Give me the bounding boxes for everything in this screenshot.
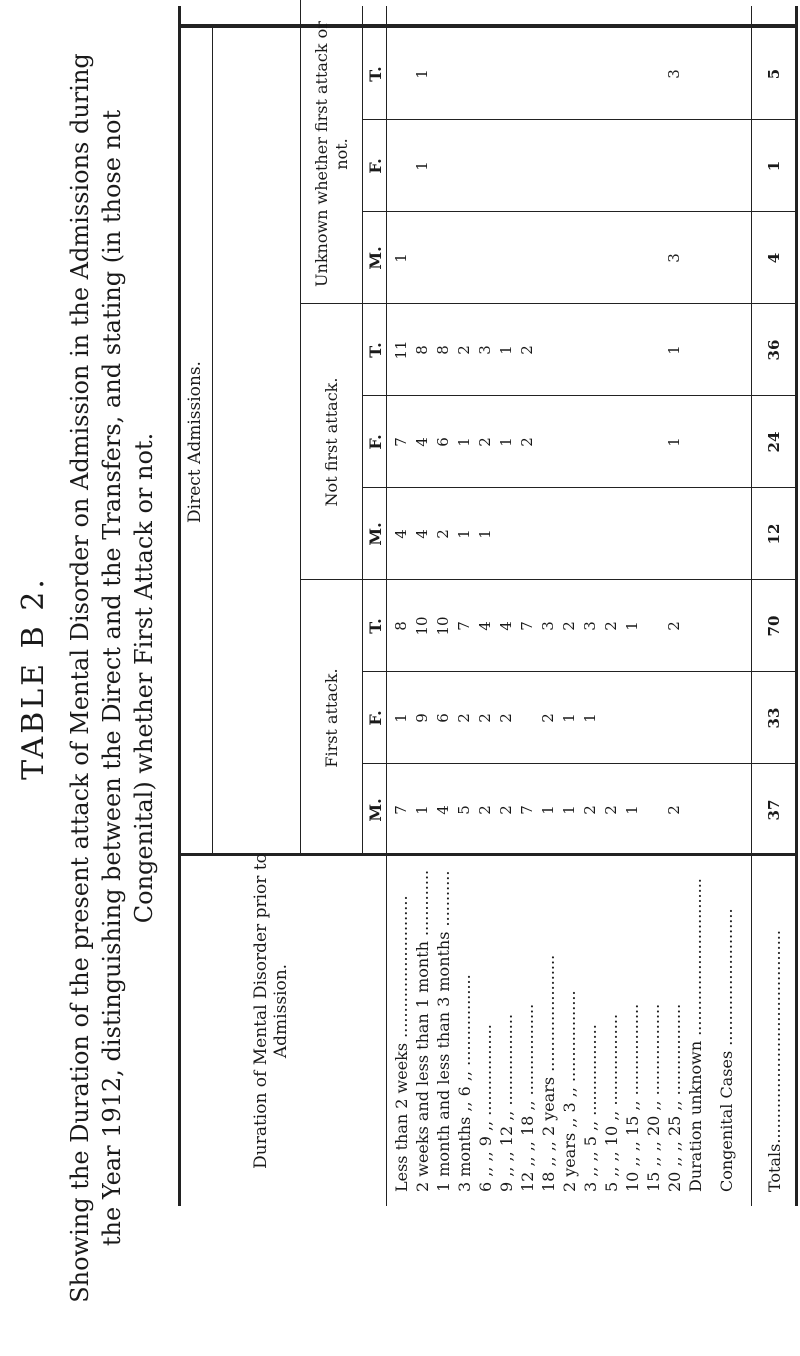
total-fa-t: 70 — [765, 615, 783, 637]
cell-fa-t: 4 — [476, 621, 494, 631]
cell-nf-t: 11 — [392, 340, 410, 360]
cell-tot-m — [623, 0, 641, 12]
col-header-t: T. — [365, 66, 385, 82]
rule-col — [362, 119, 798, 120]
cell-fa-t: 10 — [434, 616, 452, 636]
cell-fa-m: 2 — [581, 805, 599, 815]
cell-nf-t: 2 — [455, 345, 473, 355]
rule-totals — [751, 6, 752, 1206]
row-label: 1 month and less than 3 months ........... — [434, 870, 453, 1192]
row-label: 3 ,, ,, 5 ,, .................. — [581, 1024, 600, 1192]
title-line-1: Showing the Duration of the present attack of Mental Disorder on Admission in the Admissions during — [66, 53, 94, 1303]
row-label: Less than 2 weeks ............................ — [392, 895, 411, 1192]
cell-fa-t: 8 — [392, 621, 410, 631]
cell-tot-m — [497, 0, 515, 12]
not-first-attack-header: Not first attack. — [322, 377, 341, 507]
duration-header: Duration of Mental Disorder prior to Admission. — [251, 853, 291, 1169]
rule-bottom — [795, 6, 798, 1206]
cell-nf-t: 8 — [413, 345, 431, 355]
row-label: 10 ,, ,, 15 ,, .................. — [623, 1003, 642, 1192]
cell-fa-f: 9 — [413, 713, 431, 723]
rule-col — [362, 395, 798, 396]
cell-nf-m: 4 — [413, 529, 431, 539]
cell-nf-f: 1 — [455, 437, 473, 447]
cell-nf-m: 1 — [455, 529, 473, 539]
row-label: 2 weeks and less than 1 month ............. — [413, 869, 432, 1192]
row-label: 20 ,, ,, 25 ,, .................. — [665, 1003, 684, 1192]
statistics-table — [178, 6, 798, 1206]
row-label: 6 ,, ,, 9 ,, .................. — [476, 1024, 495, 1192]
col-header-m: M. — [365, 246, 385, 270]
rule-col — [362, 671, 798, 672]
cell-un-m: 1 — [392, 253, 410, 263]
total-header — [178, 0, 300, 28]
rule-direct — [212, 28, 213, 856]
cell-fa-t: 1 — [623, 621, 641, 631]
cell-nf-t: 1 — [665, 345, 683, 355]
row-label: 15 ,, ,, 20 ,, .................. — [644, 1003, 663, 1192]
cell-fa-f: 1 — [581, 713, 599, 723]
row-label: 12 ,, ,, 18 ,, .................. — [518, 1003, 537, 1192]
cell-fa-m: 2 — [665, 805, 683, 815]
table-number: TABLE B 2. — [16, 576, 51, 780]
cell-fa-t: 2 — [560, 621, 578, 631]
cell-nf-f: 2 — [476, 437, 494, 447]
col-header-f: F. — [365, 434, 385, 450]
total-tot-m — [765, 0, 783, 12]
cell-fa-m: 7 — [518, 805, 536, 815]
cell-tot-m — [455, 0, 473, 12]
cell-tot-m — [581, 0, 599, 12]
rule-col — [362, 211, 798, 212]
cell-fa-t: 2 — [665, 621, 683, 631]
cell-nf-t: 1 — [497, 345, 515, 355]
cell-nf-f: 6 — [434, 437, 452, 447]
cell-fa-f: 2 — [455, 713, 473, 723]
direct-admissions-header: Direct Admissions. — [185, 361, 205, 523]
total-un-f: 1 — [765, 160, 783, 172]
row-label: 18 ,, ,, 2 years ....................... — [539, 954, 558, 1192]
totals-label: Totals.......................................... — [765, 930, 784, 1192]
unknown-attack-header: Unknown whether first attack or not. — [312, 21, 351, 287]
cell-fa-m: 2 — [602, 805, 620, 815]
cell-fa-f: 2 — [539, 713, 557, 723]
cell-tot-m — [518, 0, 536, 12]
cell-fa-t: 4 — [497, 621, 515, 631]
cell-un-t: 1 — [413, 69, 431, 79]
cell-fa-m: 2 — [476, 805, 494, 815]
rule-col — [362, 763, 798, 764]
cell-fa-m: 1 — [623, 805, 641, 815]
cell-fa-f: 1 — [392, 713, 410, 723]
cell-nf-t: 8 — [434, 345, 452, 355]
col-header-t: T. — [365, 342, 385, 358]
cell-tot-m — [413, 0, 431, 12]
row-label: 9 ,, ,, 12 ,, .................. — [497, 1013, 516, 1192]
cell-fa-t: 10 — [413, 616, 431, 636]
col-header-m: M. — [365, 798, 385, 822]
cell-fa-f: 2 — [497, 713, 515, 723]
cell-fa-t: 7 — [518, 621, 536, 631]
cell-fa-m: 1 — [560, 805, 578, 815]
cell-tot-m — [665, 0, 683, 12]
first-attack-header: First attack. — [322, 668, 341, 768]
cell-nf-t: 3 — [476, 345, 494, 355]
cell-fa-m: 7 — [392, 805, 410, 815]
cell-fa-f: 2 — [476, 713, 494, 723]
cell-fa-t: 3 — [539, 621, 557, 631]
row-label: 5 ,, ,, 10 ,, .................. — [602, 1013, 621, 1192]
cell-tot-m — [476, 0, 494, 12]
col-header-m: M. — [365, 522, 385, 546]
cell-nf-t: 2 — [518, 345, 536, 355]
total-un-m: 4 — [765, 252, 783, 264]
cell-tot-m — [539, 0, 557, 12]
cell-fa-t: 2 — [602, 621, 620, 631]
cell-fa-m: 1 — [539, 805, 557, 815]
cell-nf-f: 7 — [392, 437, 410, 447]
cell-fa-m: 4 — [434, 805, 452, 815]
cell-nf-f: 1 — [497, 437, 515, 447]
cell-fa-m: 2 — [497, 805, 515, 815]
cell-fa-t: 7 — [455, 621, 473, 631]
cell-fa-f: 1 — [560, 713, 578, 723]
rule-body-top — [386, 6, 387, 1206]
cell-un-m: 3 — [665, 253, 683, 263]
row-label: 3 months ,, 6 ,, .................. — [455, 974, 474, 1192]
cell-un-t: 3 — [665, 69, 683, 79]
cell-nf-f: 1 — [665, 437, 683, 447]
row-label: 2 years ,, 3 ,, .................. — [560, 990, 579, 1192]
cell-nf-f: 4 — [413, 437, 431, 447]
cell-tot-m — [602, 0, 620, 12]
cell-nf-m: 4 — [392, 529, 410, 539]
cell-fa-f: 6 — [434, 713, 452, 723]
cell-tot-m — [392, 0, 410, 12]
cell-fa-m: 5 — [455, 805, 473, 815]
cell-fa-t: 3 — [581, 621, 599, 631]
total-fa-f: 33 — [765, 707, 783, 729]
row-label: Duration unknown ............................... — [686, 878, 705, 1192]
total-nf-f: 24 — [765, 431, 783, 453]
col-header-t: T. — [365, 618, 385, 634]
rule-col — [362, 487, 798, 488]
cell-nf-m: 2 — [434, 529, 452, 539]
title-line-2: the Year 1912, distinguishing between the Direct and the Transfers, and stating (in those not — [98, 109, 126, 1247]
col-header-f: F. — [365, 158, 385, 174]
title-line-3: Congenital) whether First Attack or not. — [130, 432, 158, 924]
total-nf-t: 36 — [765, 339, 783, 361]
congenital-label: Congenital Cases ........................... — [717, 908, 736, 1192]
total-nf-m: 12 — [765, 523, 783, 545]
cell-tot-m — [434, 0, 452, 12]
cell-un-f: 1 — [413, 161, 431, 171]
cell-tot-m — [560, 0, 578, 12]
total-un-t: 5 — [765, 68, 783, 80]
cell-nf-m: 1 — [476, 529, 494, 539]
col-header-f: F. — [365, 710, 385, 726]
cell-fa-m: 1 — [413, 805, 431, 815]
col-header-m — [364, 0, 386, 28]
cell-nf-f: 2 — [518, 437, 536, 447]
total-fa-m: 37 — [765, 799, 783, 821]
